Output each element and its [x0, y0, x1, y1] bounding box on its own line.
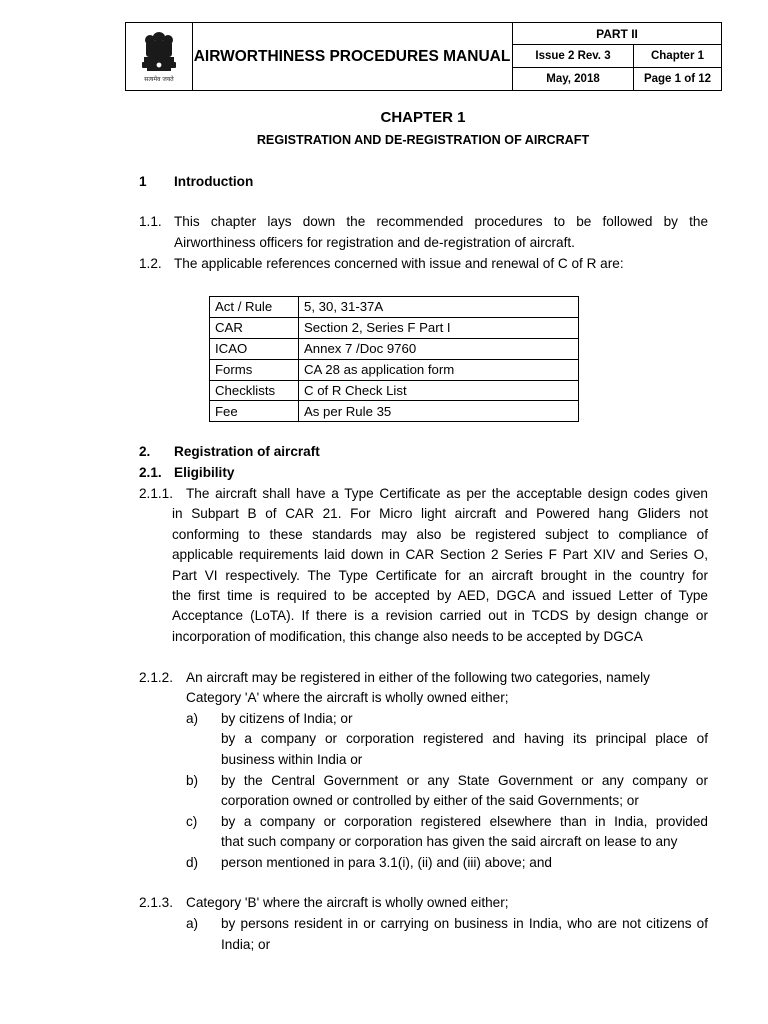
item-b-a-line-2: India; or	[221, 937, 271, 952]
reference-key-cell: CAR	[210, 317, 299, 338]
para-1-1-line-2: Airworthiness officers for registration and de-registration of aircraft.	[174, 235, 575, 250]
para-2-1-2-number: 2.1.2.	[139, 670, 174, 685]
lion-capital-emblem-icon	[126, 23, 192, 90]
para-2-1-1-line: conforming to these standards may also be registered subject to compliance of	[172, 526, 708, 542]
item-b-line-1: by the Central Government or any State Government or any company or	[221, 773, 708, 788]
references-table-row	[210, 297, 579, 318]
para-2-1-1-line: in Subpart B of CAR 21. For Micro light aircraft and Powered hang Gliders not	[172, 506, 708, 522]
section-2-1-title: Eligibility	[174, 465, 235, 480]
reference-value-cell: Section 2, Series F Part I	[299, 317, 579, 338]
reference-key-cell: Act / Rule	[210, 297, 299, 318]
item-c-line-2: that such company or corporation has given the said aircraft on lease to any	[221, 834, 678, 849]
item-c-line-1: by a company or corporation registered elsewhere than in India, provided	[221, 814, 708, 829]
issue-label: Issue 2 Rev. 3	[513, 45, 634, 68]
para-2-1-2-line-2: Category 'A' where the aircraft is wholly owned either;	[186, 690, 509, 705]
date-label: May, 2018	[513, 68, 634, 90]
references-table	[209, 296, 579, 422]
section-2-title: Registration of aircraft	[174, 444, 320, 459]
item-b-line-2: corporation owned or controlled by either of the said Governments; or	[221, 793, 639, 808]
reference-key-cell: ICAO	[210, 338, 299, 359]
chapter-subtitle: REGISTRATION AND DE-REGISTRATION OF AIRCRAFT	[256, 133, 590, 147]
para-1-2-text: The applicable references concerned with issue and renewal of C of R are:	[174, 256, 624, 271]
chapter-heading: CHAPTER 1	[380, 109, 466, 126]
reference-value-cell: CA 28 as application form	[299, 359, 579, 380]
item-d-text: person mentioned in para 3.1(i), (ii) and (iii) above; and	[221, 855, 552, 870]
references-table-row	[210, 401, 579, 422]
references-table-row	[210, 317, 579, 338]
references-table-row	[210, 338, 579, 359]
section-2-number: 2.	[139, 444, 151, 459]
para-1-1-line-1: This chapter lays down the recommended procedures to be followed by the	[174, 214, 708, 229]
reference-key-cell: Fee	[210, 401, 299, 422]
reference-value-cell: Annex 7 /Doc 9760	[299, 338, 579, 359]
para-2-1-1-line: Acceptance (LoTA). If there is a revision carried out in TCDS by design change or	[172, 608, 708, 624]
item-b-a-line-1: by persons resident in or carrying on business in India, who are not citizens of	[221, 916, 708, 931]
para-2-1-1-line: Part VI respectively. The Type Certificate for an aircraft brought in the country for	[172, 567, 708, 583]
item-b-a-label: a)	[186, 916, 199, 931]
reference-value-cell: As per Rule 35	[299, 401, 579, 422]
para-1-2-number: 1.2.	[139, 256, 162, 271]
para-2-1-1-number: 2.1.1.	[139, 486, 174, 501]
item-a2-line-2: business within India or	[221, 752, 363, 767]
national-emblem-logo	[126, 23, 193, 90]
para-2-1-3-number: 2.1.3.	[139, 895, 174, 910]
reference-key-cell: Checklists	[210, 380, 299, 401]
para-2-1-1-line: the first time is required to be accepted by AED, DGCA and issued Letter of Type	[172, 588, 708, 603]
reference-key-cell: Forms	[210, 359, 299, 380]
para-2-1-3-text: Category 'B' where the aircraft is wholly owned either;	[186, 895, 509, 910]
part-label: PART II	[513, 23, 721, 45]
section-1-number: 1	[139, 174, 147, 189]
reference-value-cell: C of R Check List	[299, 380, 579, 401]
section-1-title: Introduction	[174, 174, 254, 189]
item-d-label: d)	[186, 855, 199, 870]
item-b-label: b)	[186, 773, 199, 788]
para-2-1-1-line: The aircraft shall have a Type Certificate as per the acceptable design codes given	[186, 486, 708, 501]
manual-title: AIRWORTHINESS PROCEDURES MANUAL	[192, 23, 513, 90]
para-1-1-number: 1.1.	[139, 214, 162, 229]
document-header	[125, 22, 722, 91]
chapter-label: Chapter 1	[634, 45, 721, 68]
section-2-1-number: 2.1.	[139, 465, 162, 480]
emblem-motto-text: सत्यमेव जयते	[144, 76, 174, 83]
page-number: Page 1 of 12	[643, 73, 712, 85]
para-2-1-1-line: incorporation of modification, this change also needs to be accepted by DGCA	[172, 628, 643, 644]
item-a-text: by citizens of India; or	[221, 711, 353, 726]
item-c-label: c)	[186, 814, 198, 829]
references-table-row	[210, 380, 579, 401]
item-a2-line-1: by a company or corporation registered and having its principal place of	[221, 731, 708, 746]
reference-value-cell: 5, 30, 31-37A	[299, 297, 579, 318]
para-2-1-1-line: applicable requirements laid down in CAR Section 2 Series F Part XIV and Series O,	[172, 547, 708, 563]
para-2-1-2-line-1: An aircraft may be registered in either of the following two categories, namely	[186, 670, 650, 685]
item-a-label: a)	[186, 711, 199, 726]
references-table-row	[210, 359, 579, 380]
